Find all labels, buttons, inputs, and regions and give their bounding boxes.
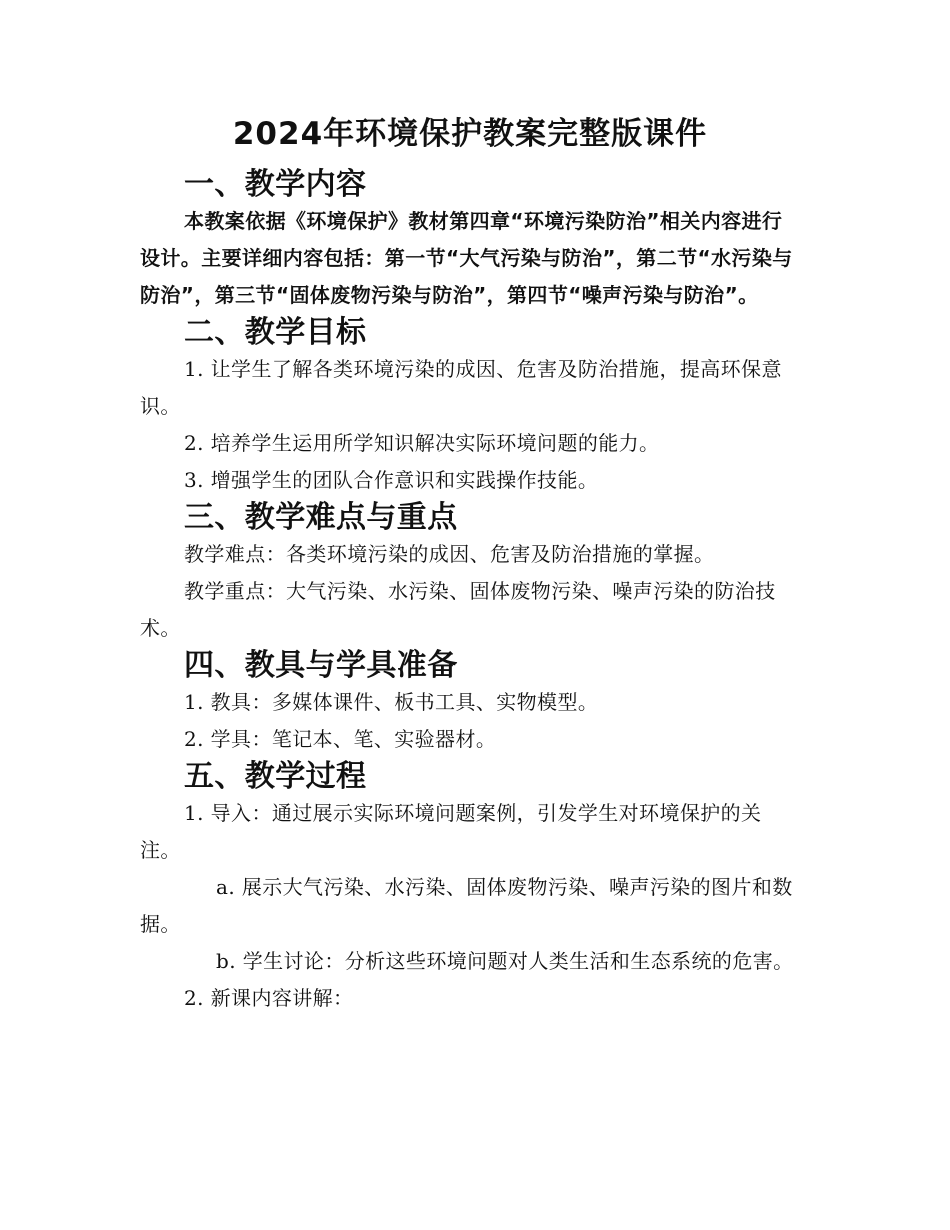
document-body [140,112,800,1017]
process-subitem-a: a. 展示大气污染、水污染、固体废物污染、噪声污染的图片和数据。 [140,875,793,936]
heading-teaching-goals: 二、教学目标 [184,315,367,350]
heading-process: 五、教学过程 [184,759,367,794]
key-point-paragraph: 教学重点：大气污染、水污染、固体废物污染、噪声污染的防治技术。 [140,579,776,640]
tools-item-1: 1. 教具：多媒体课件、板书工具、实物模型。 [184,690,599,714]
goal-item-1: 1. 让学生了解各类环境污染的成因、危害及防治措施，提高环保意识。 [140,357,782,418]
document-title: 2024年环境保护教案完整版课件 [232,116,708,152]
heading-teaching-content: 一、教学内容 [184,167,367,202]
content-paragraph: 本教案依据《环境保护》教材第四章“环境污染防治”相关内容进行设计。主要详细内容包括：第一节“大气污染与防治”，第二节“水污染与防治”，第三节“固体废物污染与防治”，第四节“噪声污染与防治”。 [140,209,793,307]
goal-item-2: 2. 培养学生运用所学知识解决实际环境问题的能力。 [184,431,660,455]
heading-tools: 四、教具与学具准备 [184,648,458,683]
difficulty-paragraph: 教学难点：各类环境污染的成因、危害及防治措施的掌握。 [184,542,715,566]
paragraph-list [140,166,800,1017]
tools-item-2: 2. 学具：笔记本、笔、实验器材。 [184,727,497,751]
heading-difficulties: 三、教学难点与重点 [184,500,458,535]
process-subitem-b: b. 学生讨论：分析这些环境问题对人类生活和生态系统的危害。 [216,949,794,973]
process-item-2: 2. 新课内容讲解： [184,986,354,1010]
process-item-1: 1. 导入：通过展示实际环境问题案例，引发学生对环境保护的关注。 [140,801,762,862]
goal-item-3: 3. 增强学生的团队合作意识和实践操作技能。 [184,468,599,492]
